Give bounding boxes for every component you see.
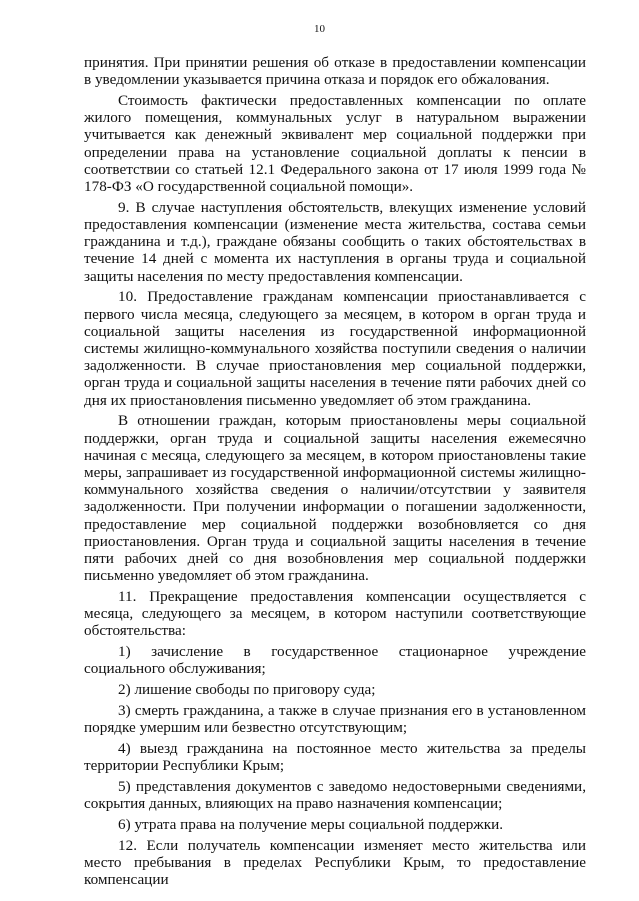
list-item-2: 2) лишение свободы по приговору суда; <box>118 681 376 699</box>
paragraph-suspension: В отношении граждан, которым приостановлены меры социальной поддержки, орган труда и социальной защиты населения ежемесячно начиная с месяца, следующего за месяцем, в котором приостановлены такие меры, запрашивает из государственной информационной системы жилищно-коммунального хозяйства сведения о наличии/отсутствии у заявителя задолженности. При получении информации о погашении задолженности, предоставление мер социальной поддержки возобновляется со дня приостановления. Орган труда и социальной защиты населения в течение пяти рабочих дней со дня возобновления мер социальной поддержки письменно уведомляет об этом гражданина. <box>84 412 586 585</box>
paragraph-item-10: 10. Предоставление гражданам компенсации приостанавливается с первого числа месяца, следующего за месяцем, в котором в орган труда и социальной защиты населения из государственной информационной системы жилищно-коммунального хозяйства поступили сведения о наличии задолженности. В случае приостановления мер социальной поддержки, орган труда и социальной защиты населения в течение пяти рабочих дней со дня их приостановления письменно уведомляет об этом гражданина. <box>84 288 586 409</box>
list-item-6: 6) утрата права на получение меры социальной поддержки. <box>118 816 504 834</box>
paragraph-continuation: принятия. При принятии решения об отказе в предоставлении компенсации в уведомлении указывается причина отказа и порядок его обжалования. <box>84 54 586 89</box>
list-item-5: 5) представления документов с заведомо недостоверными сведениями, сокрытия данных, влияющих на право назначения компенсации; <box>84 778 586 813</box>
list-item-1: 1) зачисление в государственное стационарное учреждение социального обслуживания; <box>84 643 586 678</box>
list-item-4: 4) выезд гражданина на постоянное место жительства за пределы территории Республики Крым; <box>84 740 586 775</box>
paragraph-item-9: 9. В случае наступления обстоятельств, влекущих изменение условий предоставления компенсации (изменение места жительства, состава семьи гражданина и т.д.), граждане обязаны сообщить о таких обстоятельствах в течение 14 дней с момента их наступления в органы труда и социальной защиты населения по месту предоставления компенсации. <box>84 198 586 285</box>
paragraph-item-11: 11. Прекращение предоставления компенсации осуществляется с месяца, следующего за месяцем, в котором наступили соответствующие обстоятельства: <box>84 588 586 640</box>
paragraph-compensation-cost: Стоимость фактически предоставленных компенсации по оплате жилого помещения, коммунальных услуг в натуральном выражении учитывается как денежный эквивалент мер социальной поддержки при определении права на установление социальной доплаты к пенсии в соответствии со статьей 12.1 Федерального закона от 17 июля 1999 года № 178-ФЗ «О государственной социальной помощи». <box>84 92 586 196</box>
page-number: 10 <box>314 23 325 35</box>
list-item-3: 3) смерть гражданина, а также в случае признания его в установленном порядке умершим или безвестно отсутствующим; <box>84 702 586 737</box>
document-body <box>84 54 586 888</box>
paragraph-item-12: 12. Если получатель компенсации изменяет место жительства или место пребывания в пределах Республики Крым, то предоставление компенсации <box>84 836 586 889</box>
